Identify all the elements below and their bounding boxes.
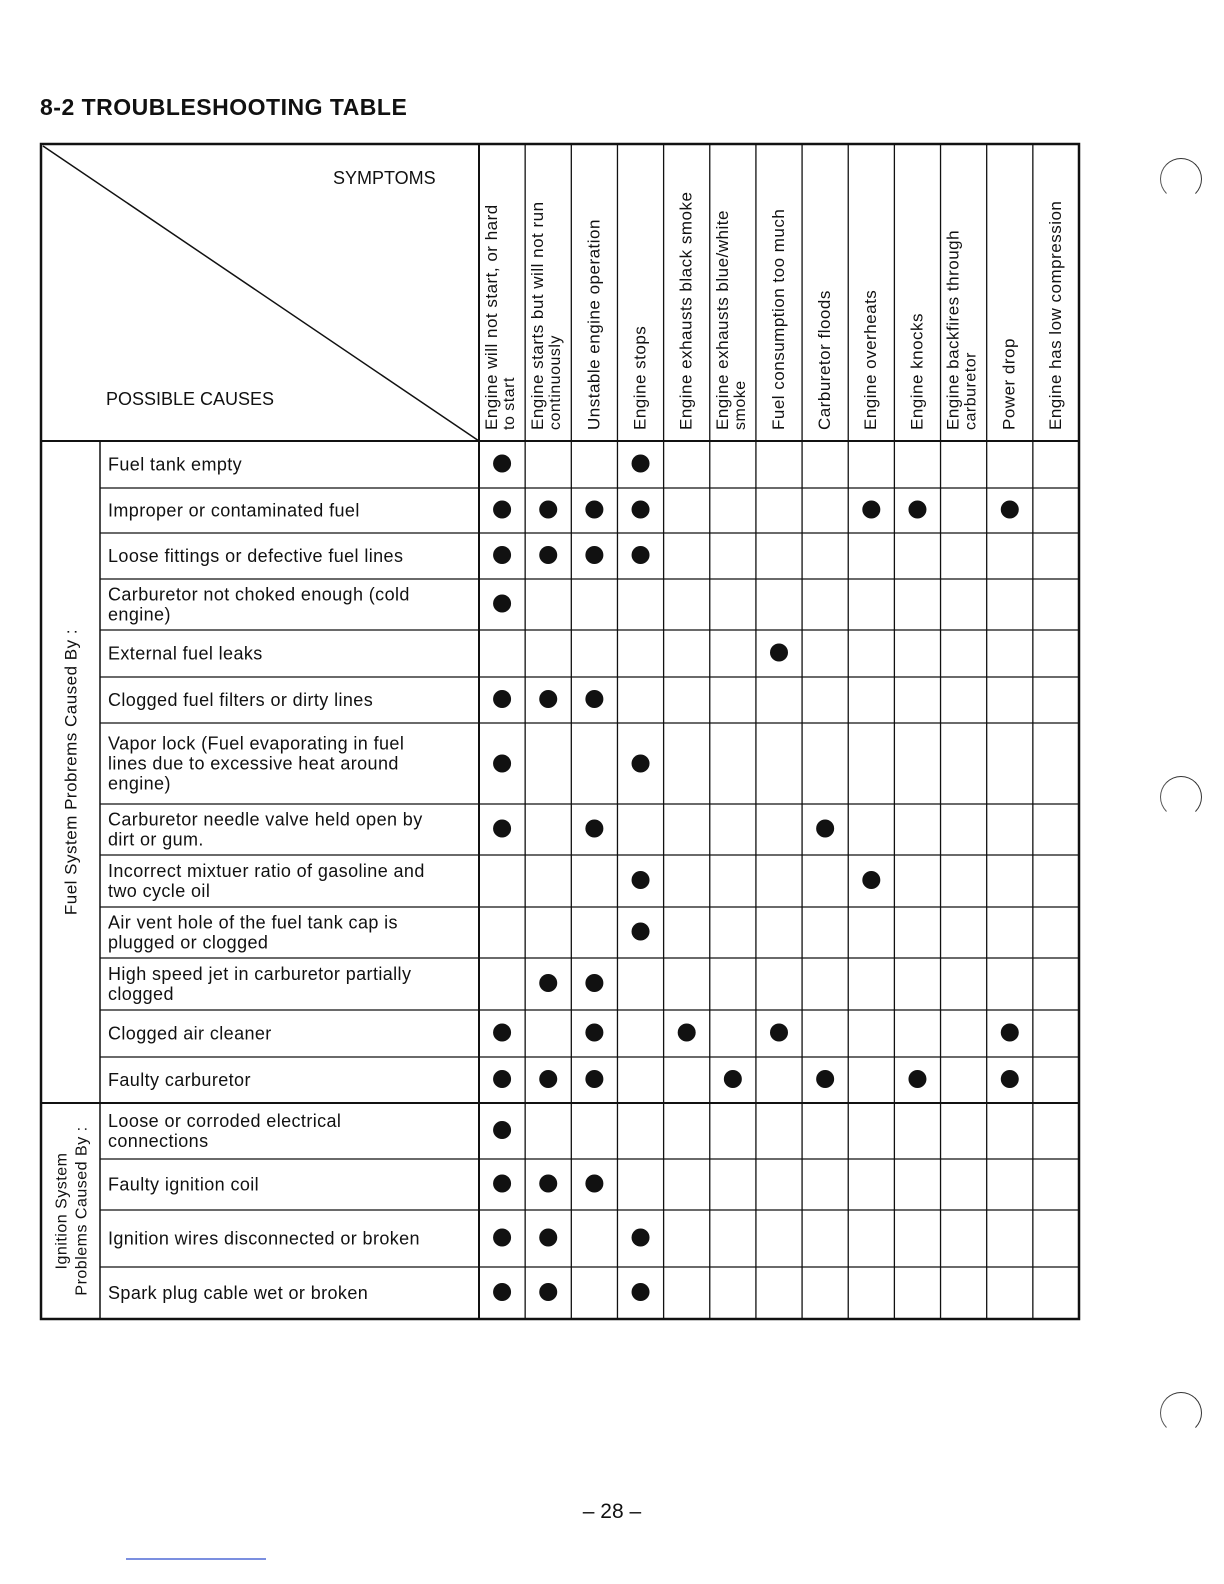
symptom-mark-dot xyxy=(539,1283,557,1301)
symptom-mark-dot xyxy=(539,546,557,564)
cause-label: Spark plug cable wet or broken xyxy=(108,1283,369,1303)
symptom-header: continuously xyxy=(547,335,565,430)
symptom-mark-dot xyxy=(493,1229,511,1247)
cause-label: clogged xyxy=(108,984,174,1004)
symptom-header: smoke xyxy=(731,380,749,430)
symptom-mark-dot xyxy=(585,501,603,519)
symptom-mark-dot xyxy=(632,871,650,889)
cause-label: lines due to excessive heat around xyxy=(108,753,399,774)
symptom-mark-dot xyxy=(539,501,557,519)
symptom-mark-dot xyxy=(585,1024,603,1042)
cause-label: Loose or corroded electrical xyxy=(108,1111,342,1131)
cause-label: Air vent hole of the fuel tank cap is xyxy=(108,912,398,933)
symptom-header: Engine stops xyxy=(630,325,650,430)
symptom-mark-dot xyxy=(493,1024,511,1042)
cause-label: plugged or clogged xyxy=(108,932,269,953)
symptom-mark-dot xyxy=(539,1229,557,1247)
symptom-mark-dot xyxy=(585,820,603,838)
cause-label: Improper or contaminated fuel xyxy=(108,500,360,521)
symptom-mark-dot xyxy=(816,820,834,838)
cause-label: dirt or gum. xyxy=(108,829,204,850)
cause-label: engine) xyxy=(108,773,171,794)
symptom-header: Fuel consumption too much xyxy=(768,208,788,430)
symptom-mark-dot xyxy=(493,546,511,564)
symptom-mark-dot xyxy=(493,501,511,519)
symptom-mark-dot xyxy=(862,501,880,519)
symptom-mark-dot xyxy=(816,1070,834,1088)
symptom-mark-dot xyxy=(632,1229,650,1247)
binder-hole-top xyxy=(1160,158,1202,200)
symptom-header: Engine has low compression xyxy=(1045,200,1065,430)
symptom-header: Unstable engine operation xyxy=(584,219,604,430)
symptom-mark-dot xyxy=(632,546,650,564)
group-label: Fuel System Probrems Caused By : xyxy=(61,628,81,916)
cause-label: Clogged air cleaner xyxy=(108,1023,272,1044)
symptom-header: Power drop xyxy=(999,338,1019,430)
symptom-mark-dot xyxy=(493,755,511,773)
symptom-mark-dot xyxy=(678,1024,696,1042)
cause-label: Faulty ignition coil xyxy=(108,1174,260,1195)
symptom-header: Engine knocks xyxy=(907,312,927,430)
cause-label: High speed jet in carburetor partially xyxy=(108,964,412,984)
cause-label: Clogged fuel filters or dirty lines xyxy=(108,690,374,710)
symptom-mark-dot xyxy=(724,1070,742,1088)
symptom-header: Engine exhausts blue/white xyxy=(712,210,732,430)
symptom-mark-dot xyxy=(908,1070,926,1088)
symptom-mark-dot xyxy=(539,1175,557,1193)
symptom-mark-dot xyxy=(862,871,880,889)
cause-label: External fuel leaks xyxy=(108,643,263,664)
symptom-mark-dot xyxy=(539,1070,557,1088)
symptom-mark-dot xyxy=(539,974,557,992)
symptom-mark-dot xyxy=(493,690,511,708)
cause-label: engine) xyxy=(108,604,171,625)
binder-hole-lower xyxy=(1160,1392,1202,1434)
symptom-mark-dot xyxy=(632,755,650,773)
symptom-header: Carburetor floods xyxy=(815,290,835,430)
symptom-mark-dot xyxy=(493,595,511,613)
symptom-mark-dot xyxy=(632,923,650,941)
cause-label: Incorrect mixtuer ratio of gasoline and xyxy=(108,861,425,881)
symptom-mark-dot xyxy=(493,820,511,838)
cause-label: Carburetor not choked enough (cold xyxy=(108,584,410,605)
symptom-mark-dot xyxy=(585,1175,603,1193)
cause-label: Loose fittings or defective fuel lines xyxy=(108,546,404,566)
page-title: 8-2 TROUBLESHOOTING TABLE xyxy=(40,94,408,120)
cause-label: Carburetor needle valve held open by xyxy=(108,809,423,830)
symptom-mark-dot xyxy=(770,1024,788,1042)
symptom-mark-dot xyxy=(1001,1024,1019,1042)
symptom-mark-dot xyxy=(585,690,603,708)
symptom-mark-dot xyxy=(585,546,603,564)
cause-label: Vapor lock (Fuel evaporating in fuel xyxy=(108,733,405,754)
page-number: – 28 – xyxy=(582,1500,642,1523)
cause-label: Fuel tank empty xyxy=(108,454,243,475)
binder-hole-middle xyxy=(1160,776,1202,818)
symptom-mark-dot xyxy=(1001,1070,1019,1088)
symptom-mark-dot xyxy=(493,1121,511,1139)
symptom-mark-dot xyxy=(493,1175,511,1193)
symptom-mark-dot xyxy=(585,974,603,992)
cause-label: Faulty carburetor xyxy=(108,1070,251,1090)
cause-label: connections xyxy=(108,1131,209,1151)
symptom-header: carburetor xyxy=(962,352,980,430)
symptom-mark-dot xyxy=(632,455,650,473)
symptom-mark-dot xyxy=(1001,501,1019,519)
cause-label: Ignition wires disconnected or broken xyxy=(108,1228,420,1249)
symptom-mark-dot xyxy=(908,501,926,519)
symptoms-label: SYMPTOMS xyxy=(333,168,436,188)
symptom-mark-dot xyxy=(493,1070,511,1088)
symptom-mark-dot xyxy=(585,1070,603,1088)
symptom-header: to start xyxy=(501,377,518,430)
symptom-mark-dot xyxy=(632,1283,650,1301)
symptom-mark-dot xyxy=(493,455,511,473)
symptom-header: Engine exhausts black smoke xyxy=(676,191,696,430)
symptom-header: Engine starts but will not run xyxy=(528,201,548,430)
group-label: Ignition System xyxy=(53,1152,71,1270)
cause-label: two cycle oil xyxy=(108,881,211,901)
symptom-mark-dot xyxy=(493,1283,511,1301)
symptom-mark-dot xyxy=(539,690,557,708)
group-label: Problems Caused By : xyxy=(73,1126,91,1296)
symptom-header: Engine overheats xyxy=(861,289,881,430)
symptom-mark-dot xyxy=(632,501,650,519)
symptom-header: Engine backfires through xyxy=(943,229,963,430)
scan-artifact-line xyxy=(126,1558,266,1560)
symptom-mark-dot xyxy=(770,644,788,662)
possible-causes-label: POSSIBLE CAUSES xyxy=(106,389,275,409)
symptom-header: Engine will not start, or hard xyxy=(482,204,501,430)
